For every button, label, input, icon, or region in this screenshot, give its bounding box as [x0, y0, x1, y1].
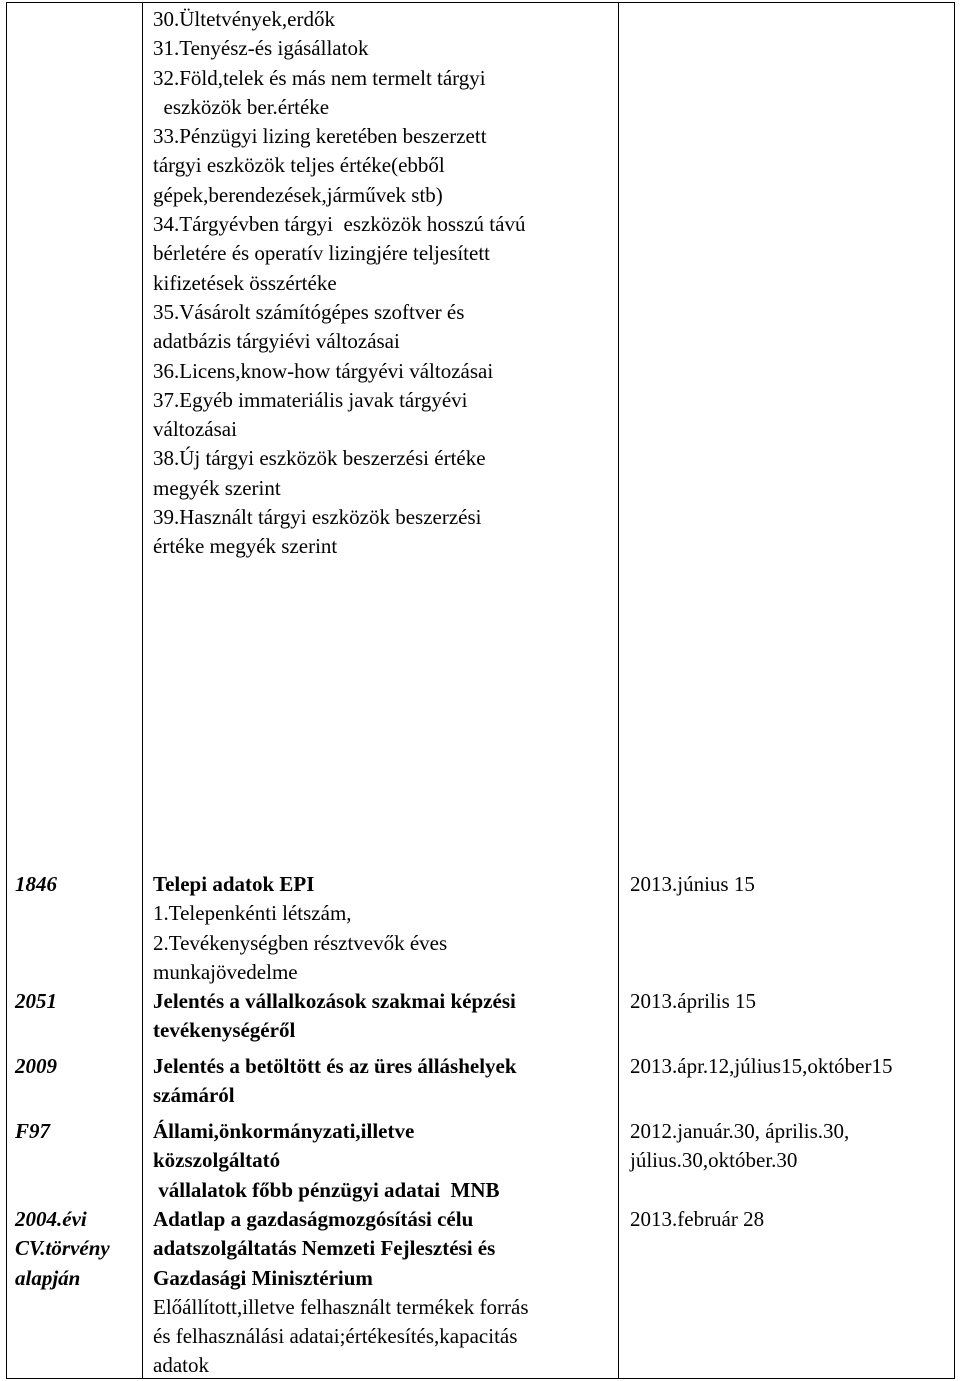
text-line: 2.Tevékenységben résztvevők éves: [153, 930, 448, 955]
table-divider-code: [142, 2, 143, 1379]
text-line: adatok: [153, 1353, 209, 1378]
row-description: [153, 1052, 517, 1111]
row-code: [15, 987, 57, 1016]
row-deadline: [630, 1205, 764, 1234]
table-border-top: [6, 2, 955, 3]
row-description: [153, 1117, 500, 1205]
text-line: gépek,berendezések,járművek stb): [153, 182, 443, 207]
text-line: július.30,október.30: [630, 1148, 798, 1173]
text-line: 38.Új tárgyi eszközök beszerzési értéke: [153, 446, 486, 471]
text-line: 35.Vásárolt számítógépes szoftver és: [153, 299, 465, 324]
text-line: kifizetések összértéke: [153, 270, 337, 295]
text-line: tevékenységéről: [153, 1018, 296, 1043]
text-line: tárgyi eszközök teljes értéke(ebből: [153, 153, 445, 178]
text-line: 2013.február 28: [630, 1207, 765, 1231]
table-divider-date: [618, 2, 619, 1379]
row-code: [15, 1205, 110, 1293]
text-line: 32.Föld,telek és más nem termelt tárgyi: [153, 65, 486, 90]
table-border-right: [954, 2, 955, 1379]
row-description: [153, 987, 516, 1046]
table-border-left: [6, 2, 7, 1379]
asset-items-list: [153, 5, 525, 562]
text-line: 30.Ültetvények,erdők: [153, 7, 335, 31]
text-line: alapján: [15, 1265, 81, 1290]
text-line: adatbázis tárgyiévi változásai: [153, 329, 400, 354]
text-line: eszközök ber.értéke: [153, 94, 330, 119]
text-line: adatszolgáltatás Nemzeti Fejlesztési és: [153, 1236, 496, 1261]
text-line: változásai: [153, 417, 237, 442]
text-line: megyék szerint: [153, 475, 281, 500]
text-line: 36.Licens,know-how tárgyévi változásai: [153, 358, 494, 383]
row-description: [153, 870, 447, 987]
text-line: 1.Telepenkénti létszám,: [153, 901, 352, 926]
text-line: vállalatok főbb pénzügyi adatai MNB: [153, 1177, 500, 1202]
text-line: 2009: [15, 1054, 57, 1078]
text-line: 2013.ápr.12,július15,október15: [630, 1054, 893, 1078]
text-line: bérletére és operatív lizingjére teljesített: [153, 241, 491, 266]
text-line: Állami,önkormányzati,illetve: [153, 1119, 415, 1143]
text-line: 37.Egyéb immateriális javak tárgyévi: [153, 387, 468, 412]
text-line: és felhasználási adatai;értékesítés,kapacitás: [153, 1324, 518, 1349]
text-line: közszolgáltató: [153, 1148, 281, 1173]
text-line: CV.törvény: [15, 1236, 110, 1261]
row-deadline: [630, 987, 756, 1016]
row-code: [15, 1117, 50, 1146]
text-line: 2012.január.30, április.30,: [630, 1119, 850, 1143]
text-line: Adatlap a gazdaságmozgósítási célu: [153, 1207, 474, 1231]
text-line: 33.Pénzügyi lizing keretében beszerzett: [153, 124, 487, 149]
text-line: számáról: [153, 1083, 235, 1108]
text-line: 31.Tenyész-és igásállatok: [153, 36, 369, 61]
text-line: 2004.évi: [15, 1207, 87, 1231]
text-line: Jelentés a vállalkozások szakmai képzési: [153, 989, 516, 1013]
text-line: Telepi adatok EPI: [153, 872, 315, 896]
text-line: 1846: [15, 872, 57, 896]
text-line: 34.Tárgyévben tárgyi eszközök hosszú távú: [153, 212, 526, 237]
text-line: Előállított,illetve felhasznált termékek forrás: [153, 1294, 529, 1319]
text-line: munkajövedelme: [153, 959, 298, 984]
text-line: 2051: [15, 989, 57, 1013]
text-line: 2013.június 15: [630, 872, 755, 896]
row-deadline: [630, 1052, 892, 1081]
text-line: 2013.április 15: [630, 989, 756, 1013]
text-line: F97: [15, 1119, 51, 1143]
row-code: [15, 870, 57, 899]
row-code: [15, 1052, 57, 1081]
text-line: Jelentés a betöltött és az üres álláshelyek: [153, 1054, 517, 1078]
row-deadline: [630, 1117, 849, 1176]
text-line: értéke megyék szerint: [153, 534, 338, 559]
row-description: [153, 1205, 529, 1381]
row-deadline: [630, 870, 755, 899]
text-line: 39.Használt tárgyi eszközök beszerzési: [153, 505, 482, 530]
text-line: Gazdasági Minisztérium: [153, 1265, 373, 1290]
